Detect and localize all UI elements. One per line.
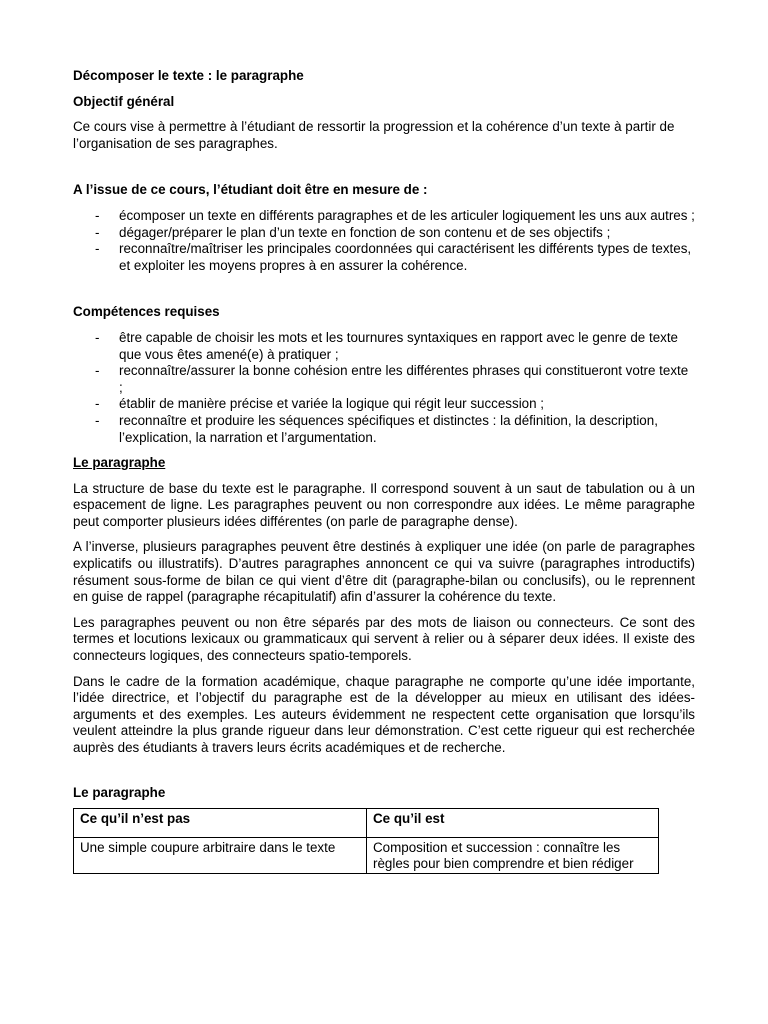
table-heading: Le paragraphe (73, 784, 166, 800)
competences-list (73, 330, 695, 446)
document-content (73, 68, 695, 874)
document-title: Décomposer le texte : le paragraphe (73, 68, 304, 83)
dash-bullet: - (95, 329, 100, 345)
list-item: - dégager/préparer le plan d’un texte en fonction de son contenu et de ses objectifs ; (95, 224, 611, 240)
dash-bullet: - (95, 207, 100, 223)
table-cell: Composition et succession : connaître les règles pour bien comprendre et bien rédiger (367, 838, 659, 874)
dash-bullet: - (95, 396, 100, 412)
table-cell: Une simple coupure arbitraire dans le texte (74, 838, 367, 874)
dash-bullet: - (95, 363, 100, 379)
objectif-text: Ce cours vise à permettre à l’étudiant de ressortir la progression et la cohérence d’un texte à partir de l’organisation de ses paragraphes. (73, 119, 675, 151)
table-header-cell: Ce qu’il est (367, 809, 659, 838)
dash-bullet: - (95, 241, 100, 257)
list-item: - écomposer un texte en différents paragraphes et de les articuler logiquement les uns aux autres ; (95, 207, 695, 223)
table-row (74, 838, 659, 874)
list-item: - reconnaître/assurer la bonne cohésion entre les différentes phrases qui constitueront votre texte ; (95, 363, 689, 395)
list-item: - reconnaître et produire les séquences spécifiques et distinctes : la définition, la description, l’explication, la narration et l’argumentation. (95, 412, 658, 445)
paragraphe-text-4: Dans le cadre de la formation académique, chaque paragraphe ne comporte qu’une idée importante, l’idée directrice, et l’objectif du paragraphe est de la développer au mieux en utilisant des idées-arguments et des exemples. Les auteurs évidemment ne respectent cette organisation que lorsqu’ils veulent atteindre la plus grande rigueur dans leur démonstration. C’est cette rigueur qui est recherchée auprès des étudiants à travers leurs écrits académiques et de recherche. (73, 673, 695, 755)
table-header-cell: Ce qu’il n’est pas (74, 809, 367, 838)
table-header-row (74, 809, 659, 838)
dash-bullet: - (95, 412, 100, 428)
dash-bullet: - (95, 224, 100, 240)
competences-heading: Compétences requises (73, 304, 220, 320)
paragraphe-text-3: Les paragraphes peuvent ou non être séparés par des mots de liaison ou connecteurs. Ce sont des termes et locutions lexicaux ou grammaticaux qui servent à relier ou à séparer deux idées. Il existe des connecteurs logiques, des connecteurs spatio-temporels. (73, 614, 695, 664)
issue-list (73, 208, 695, 274)
issue-heading: A l’issue de ce cours, l’étudiant doit être en mesure de : (73, 182, 428, 198)
list-item: - être capable de choisir les mots et les tournures syntaxiques en rapport avec le genre de texte que vous êtes amené(e) à pratiquer ; (95, 329, 679, 362)
list-item: - établir de manière précise et variée la logique qui régit leur succession ; (95, 396, 545, 412)
paragraphe-heading: Le paragraphe (73, 455, 166, 471)
comparison-table (73, 808, 659, 874)
paragraphe-text-1: La structure de base du texte est le paragraphe. Il correspond souvent à un saut de tabulation ou à un espacement de ligne. Les paragraphes peuvent ou non correspondre aux idées. Le même paragraphe peut comporter plusieurs idées différentes (on parle de paragraphe dense). (73, 480, 695, 529)
paragraphe-text-2: A l’inverse, plusieurs paragraphes peuvent être destinés à expliquer une idée (on parle de paragraphes explicatifs ou illustratifs). D’autres paragraphes annoncent ce qui va suivre (paragraphes introductifs) résument sous-forme de bilan ce qui vient d’être dit (paragraphe-bilan ou conclusifs), ou le reprennent en guise de rappel (paragraphe récapitulatif) afin d’assurer la cohérence du texte. (73, 539, 695, 605)
objectif-heading: Objectif général (73, 93, 175, 109)
list-item: - reconnaître/maîtriser les principales coordonnées qui caractérisent les différents types de textes, et exploiter les moyens propres à en assurer la cohérence. (95, 241, 692, 273)
